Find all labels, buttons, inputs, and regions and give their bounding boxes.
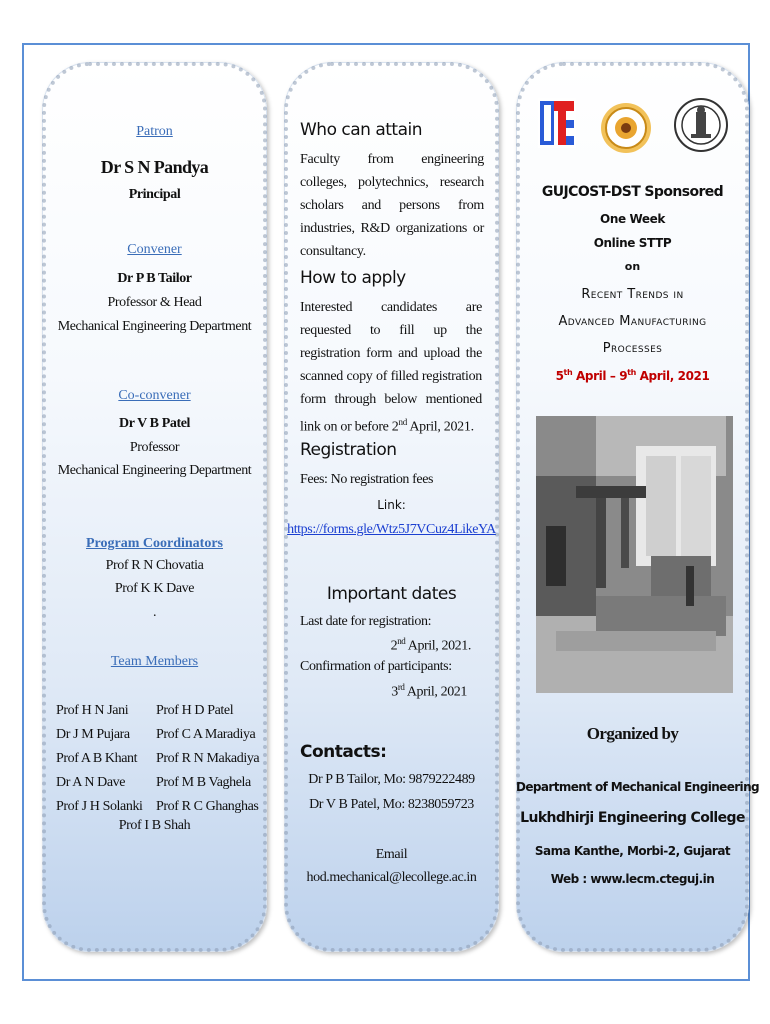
convener-title: Professor & Head xyxy=(107,295,202,310)
patron-heading: Patron xyxy=(136,124,173,139)
team-member-last: Prof I B Shah xyxy=(118,818,191,833)
confirm-value: 3rd April, 2021 xyxy=(391,682,467,700)
one-week-text: One Week xyxy=(600,212,665,226)
college-name: Lukhdhirji Engineering College xyxy=(520,810,745,826)
college-website[interactable]: Web : www.lecm.cteguj.in xyxy=(550,872,715,886)
on-text: on xyxy=(624,260,641,273)
coconvener-heading: Co-convener xyxy=(118,388,191,403)
team-member: Prof H D Patel xyxy=(156,703,234,718)
convener-name: Dr P B Tailor xyxy=(117,271,192,286)
who-text: Faculty from engineering colleges, polytechnics, research scholars and persons from industries, R&D organizations or consultancy. xyxy=(300,152,484,259)
team-member: Prof R N Makadiya xyxy=(156,751,260,766)
coordinator-1: Prof R N Chovatia xyxy=(105,558,204,573)
coordinator-2: Prof K K Dave xyxy=(114,581,195,596)
contact-2: Dr V B Patel, Mo: 8238059723 xyxy=(309,797,474,812)
coordinators-heading: Program Coordinators xyxy=(86,536,223,551)
contacts-heading: Contacts: xyxy=(300,742,387,762)
sponsor-text: GUJCOST-DST Sponsored xyxy=(541,184,724,200)
convener-dept: Mechanical Engineering Department xyxy=(57,319,252,334)
fees-text: Fees: No registration fees xyxy=(300,472,434,487)
coconvener-dept: Mechanical Engineering Department xyxy=(57,463,252,478)
organized-by: Organized by xyxy=(586,724,679,743)
team-member: Prof M B Vaghela xyxy=(156,775,251,790)
team-left-column xyxy=(56,699,143,819)
team-member: Dr J M Pujara xyxy=(56,727,130,742)
team-member: Prof H N Jani xyxy=(56,703,129,718)
last-date-value: 2nd April, 2021. xyxy=(390,636,471,654)
patron-role: Principal xyxy=(128,187,181,202)
team-member: Prof A B Khant xyxy=(56,751,138,766)
online-sttp-text: Online STTP xyxy=(593,236,672,250)
college-seal-logo xyxy=(600,102,652,154)
coordinators-dot: . xyxy=(152,605,157,620)
registration-heading: Registration xyxy=(300,440,397,460)
coconvener-title: Professor xyxy=(129,440,180,455)
middle-panel xyxy=(284,62,499,952)
left-panel xyxy=(42,62,267,952)
contact-1: Dr P B Tailor, Mo: 9879222489 xyxy=(308,772,475,787)
last-date-label: Last date for registration: xyxy=(300,614,432,629)
email-address[interactable]: hod.mechanical@lecollege.ac.in xyxy=(306,870,477,885)
patron-name: Dr S N Pandya xyxy=(100,157,209,177)
team-member: Prof J H Solanki xyxy=(56,799,143,814)
team-member: Prof R C Ghanghas xyxy=(156,799,259,814)
emblem-logo xyxy=(674,96,728,154)
cte-logo xyxy=(538,98,576,148)
dates-heading: Important dates xyxy=(326,584,457,604)
registration-link[interactable]: https://forms.gle/Wtz5J7VCuz4LikeYA xyxy=(287,522,496,537)
apply-text: Interested candidates are requested to fill up the registration form and upload the scanned copy of filled registration form through below mentioned link on or before 2nd April, 2021. xyxy=(300,300,482,435)
title-line-3: Processes xyxy=(602,341,663,356)
title-line-2: Advanced Manufacturing xyxy=(558,314,707,329)
program-dates: 5th April – 9th April, 2021 xyxy=(555,368,710,383)
title-line-1: Recent Trends in xyxy=(581,287,684,302)
department-name: Department of Mechanical Engineering xyxy=(516,780,760,794)
college-address: Sama Kanthe, Morbi-2, Gujarat xyxy=(534,844,731,858)
team-right-column xyxy=(156,699,259,819)
convener-heading: Convener xyxy=(127,242,182,257)
team-member: Prof C A Maradiya xyxy=(156,727,256,742)
team-member: Dr A N Dave xyxy=(56,775,126,790)
team-heading: Team Members xyxy=(110,654,199,669)
workshop-photo xyxy=(536,416,733,693)
apply-heading: How to apply xyxy=(300,268,406,288)
svg-text:CTE: CTE xyxy=(557,147,559,148)
email-label: Email xyxy=(375,847,408,862)
coconvener-name: Dr V B Patel xyxy=(118,416,191,431)
confirm-label: Confirmation of participants: xyxy=(300,659,452,674)
link-label: Link: xyxy=(377,498,406,512)
who-heading: Who can attain xyxy=(300,120,422,140)
